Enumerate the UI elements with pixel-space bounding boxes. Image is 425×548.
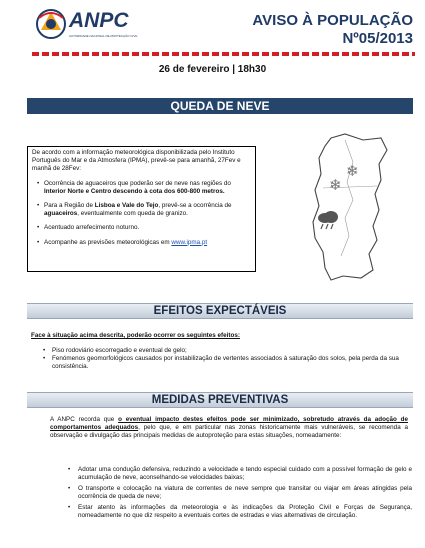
forecast-item <box>28 202 255 218</box>
effects-intro: Face à situação acima descrita, poderão ocorrer os seguintes efeitos: <box>31 332 240 339</box>
measures-list <box>66 466 412 523</box>
measures-heading-bar <box>27 392 413 408</box>
ipma-link[interactable]: www.ipma.pt <box>171 238 208 246</box>
snowflake-icon: ❄ <box>346 163 359 180</box>
forecast-item-text: , eventualmente com queda de granizo. <box>77 210 188 218</box>
notice-number: Nº05/2013 <box>342 30 413 47</box>
effects-list <box>40 347 412 371</box>
notice-date: 26 de fevereiro | 18h30 <box>158 64 267 75</box>
effects-heading: EFEITOS EXPECTÁVEIS <box>153 305 287 317</box>
logo-text: ANPC <box>69 9 129 32</box>
forecast-item-text: , prevê-se a ocorrência de <box>158 202 232 210</box>
notice-title: AVISO À POPULAÇÃO <box>252 12 413 29</box>
measures-intro <box>50 416 408 440</box>
forecast-item-bold: Lisboa e Vale do Tejo <box>94 202 159 210</box>
forecast-item-bold: Interior Norte e Centro descendo à cota dos 600-800 metros. <box>44 187 225 195</box>
forecast-item-text: Acompanhe as previsões meteorológicas em <box>44 238 172 246</box>
effects-heading-bar <box>27 303 413 319</box>
main-title: QUEDA DE NEVE <box>170 99 270 113</box>
measures-heading: MEDIDAS PREVENTIVAS <box>151 394 289 406</box>
anpc-logo <box>33 4 138 48</box>
list-item: • Estar atento às informações da meteorologia e às indicações da Proteção Civil e Forças de Segurança, nomeadamente no que diz respeito a eventuais cortes de estradas e vias alternativas de circulação. <box>66 504 412 520</box>
forecast-item <box>28 224 255 232</box>
forecast-item <box>28 180 255 196</box>
snowflake-icon: ❄ <box>329 177 342 194</box>
forecast-item-text: Acentuado arrefecimento noturno. <box>44 224 140 232</box>
forecast-item-bold: aguaceiros <box>44 210 78 218</box>
list-item: • Piso rodoviário escorregadio e eventual de gelo; <box>40 347 412 355</box>
list-item: • O transporte e colocação na viatura de correntes de neve sempre que transitar ou viajar em áreas atingidas pela ocorrência de queda de neve; <box>66 485 412 501</box>
forecast-box <box>27 146 256 272</box>
forecast-item-text: Para a Região de <box>44 202 95 210</box>
header-divider <box>32 52 415 56</box>
forecast-item-text: Ocorrência de aguaceiros que poderão ser de neve nas regiões do <box>44 179 231 187</box>
forecast-item <box>28 239 255 247</box>
logo-subtitle: AUTORIDADE NACIONAL DE PROTECÇÃO CIVIL <box>69 34 138 38</box>
list-item: • Adotar uma condução defensiva, reduzindo a velocidade e tendo especial cuidado com a possível formação de gelo e acumulação de neve, aconselhando-se velocidades baixas; <box>66 466 412 482</box>
forecast-intro: De acordo com a informação meteorológica disponibilizada pelo Instituto Português do Mar e da Atmosfera (IPMA), prevê-se para amanhã, 27Fev e manhã de 28Fev: <box>32 149 241 173</box>
measures-intro-text: , pelo que, e em particular nas zonas historicamente mais vulneráveis, se recomenda a observação e divulgação das principais medidas de autoproteção para estas situações, nomeadamente: <box>50 424 408 439</box>
list-item: • Fenómenos geomorfológicos causados por instabilização de vertentes associados à saturação dos solos, pela perda da sua consistência. <box>40 355 412 371</box>
rain-cloud-icon <box>315 210 341 235</box>
measures-intro-emphasis: o eventual impacto destes efeitos pode ser minimizado, sobretudo através da adoção de comportamentos adequados <box>50 416 408 431</box>
main-title-bar <box>27 98 413 114</box>
measures-intro-text: A ANPC recorda que <box>50 416 119 423</box>
portugal-map <box>283 128 407 288</box>
